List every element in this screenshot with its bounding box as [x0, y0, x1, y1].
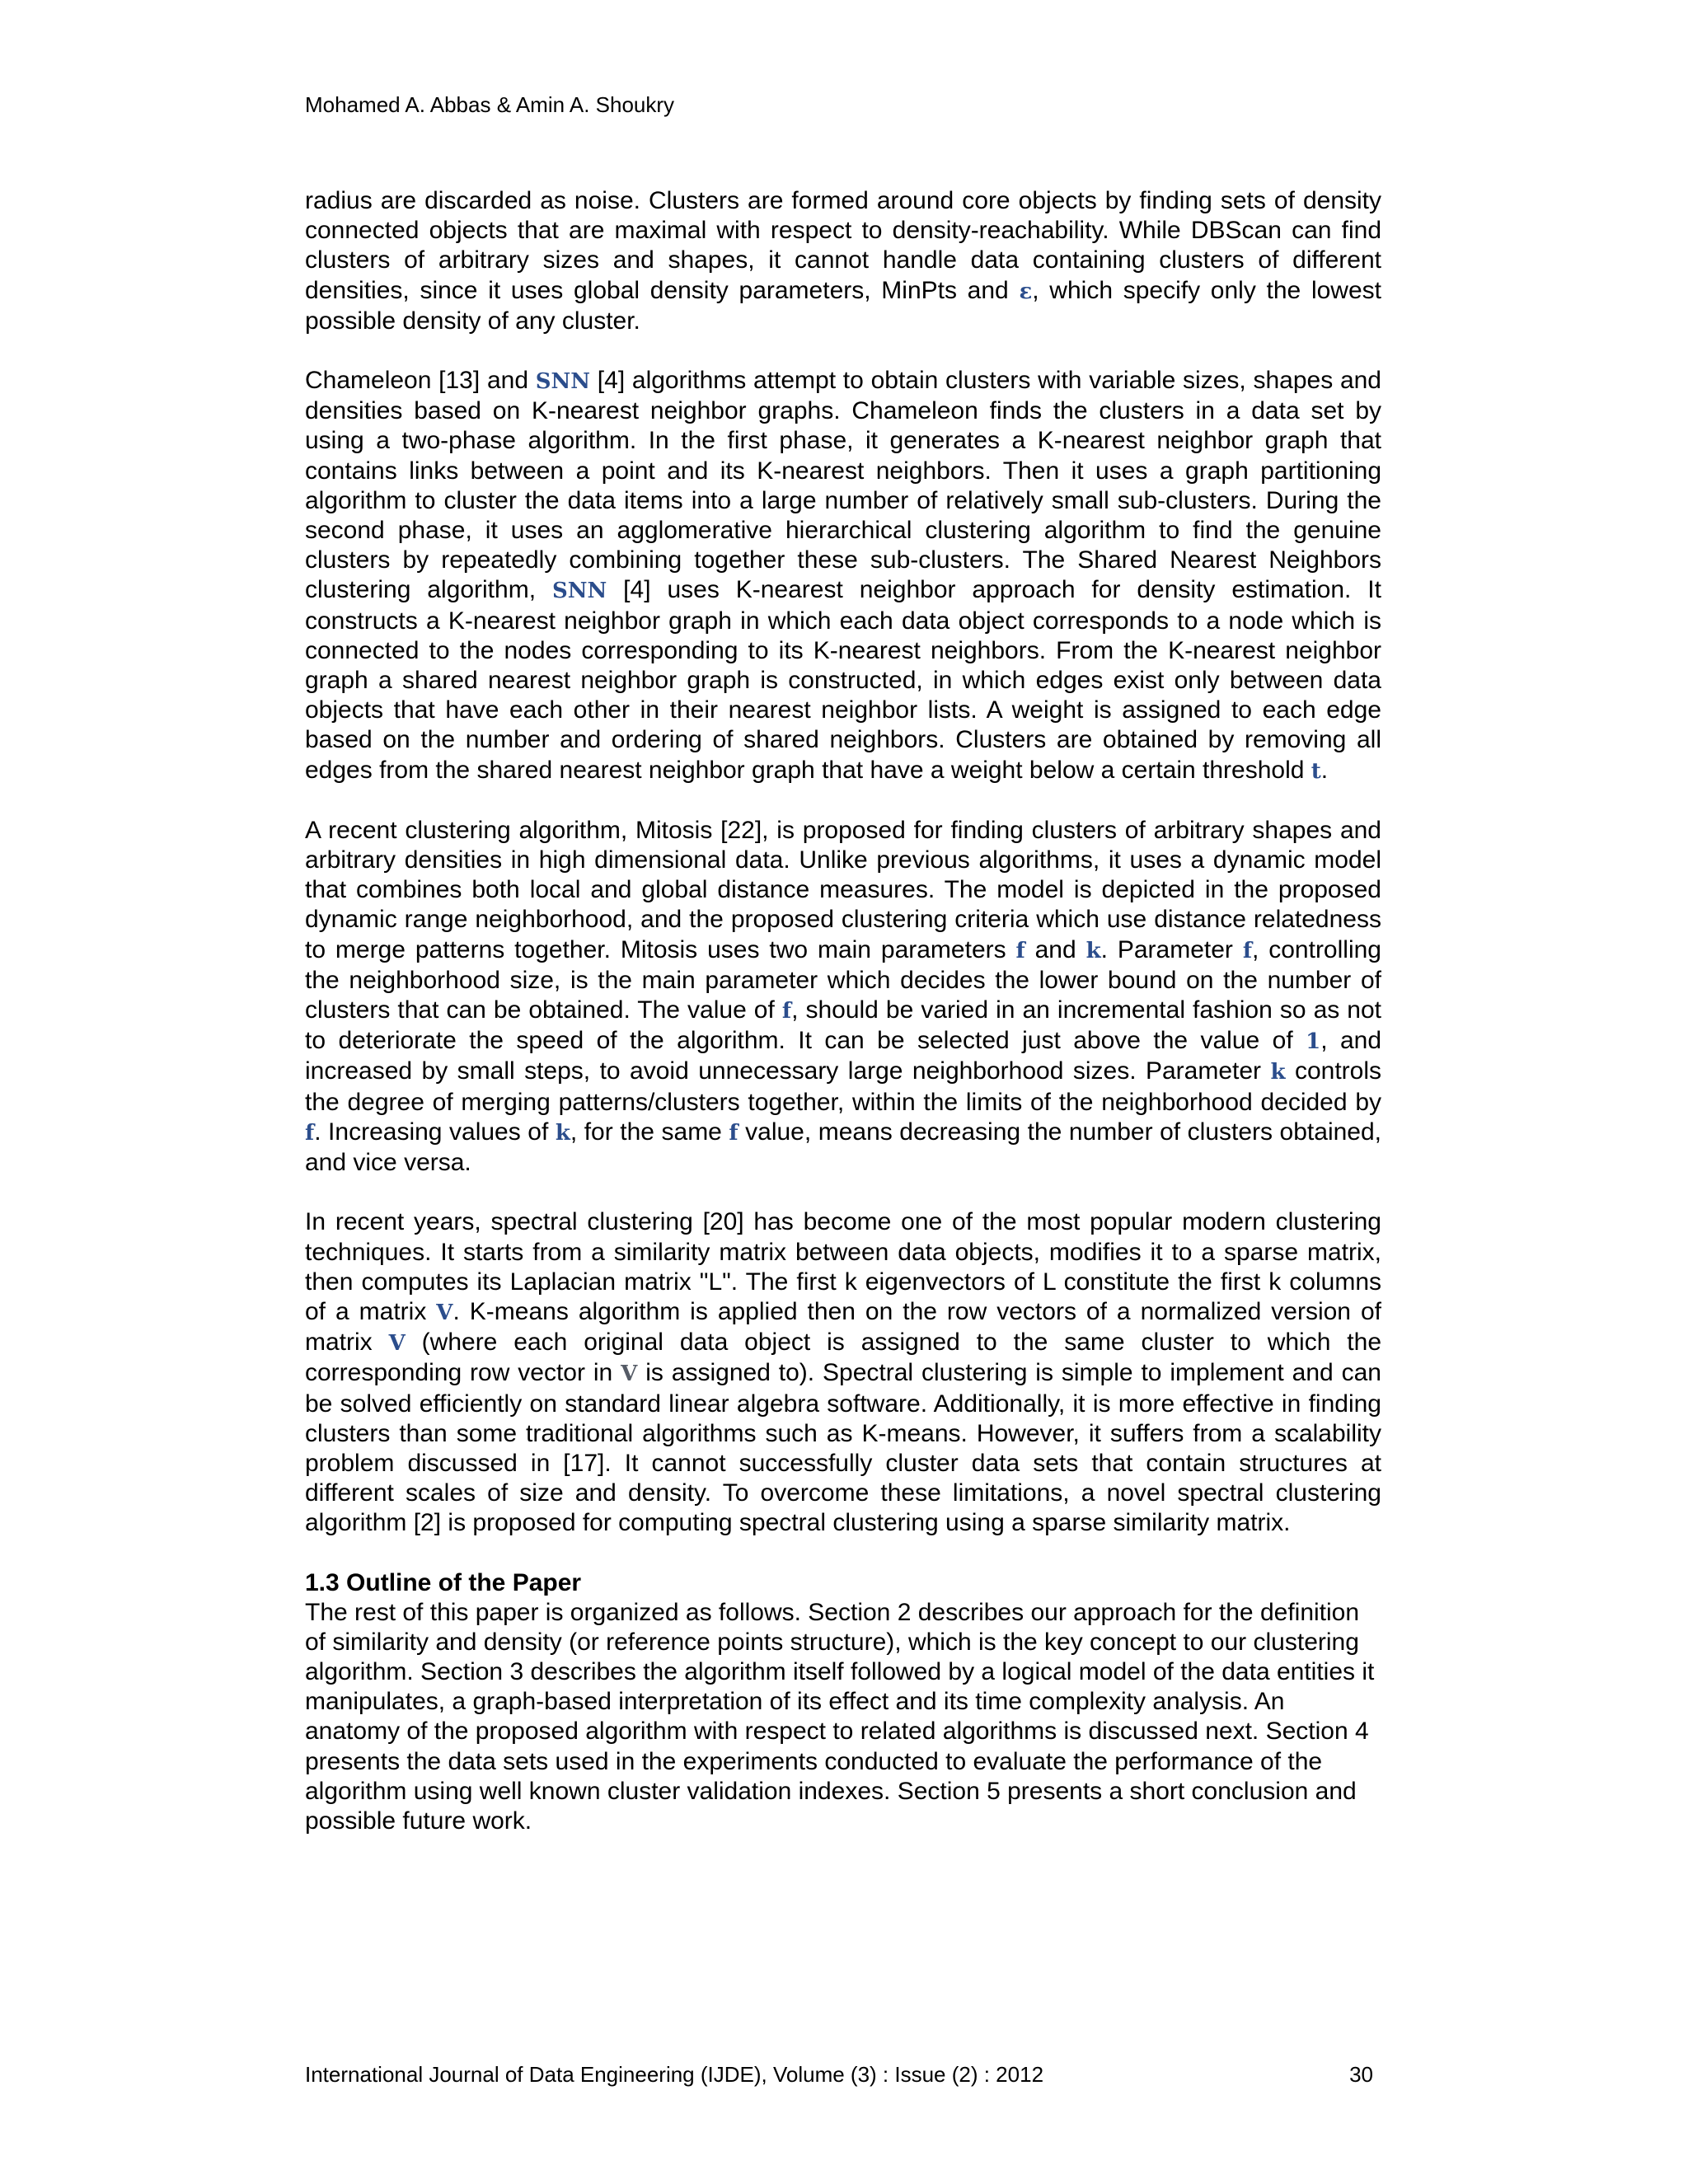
text-run: controls the degree of merging patterns/clusters together, within the limits of the neighborhood decided by: [305, 1057, 1381, 1116]
paragraph-spectral-clustering: [305, 1207, 1381, 1538]
text-run: , should be varied in an incremental fashion so as not to deteriorate the speed of the algorithm. It can be selected just above the value of: [305, 996, 1382, 1055]
snn-symbol: SNN: [551, 579, 607, 604]
text-run: radius are discarded as noise. Clusters are formed around core objects by finding sets of density connected objects that are maximal with respect to density-reachability. While DBScan can find clusters of arbitrary sizes and shapes, it cannot handle data containing clusters of different densities, since it uses global density parameters, MinPts and: [305, 187, 1381, 304]
text-run: A recent clustering algorithm, Mitosis [22], is proposed for finding clusters of arbitrary shapes and arbitrary densities in high dimensional data. Unlike previous algorithms, it uses a dynamic model that combines both local and global distance measures. The model is depicted in the proposed dynamic range neighborhood, and the proposed clustering criteria which use distance relatedness to merge patterns together. Mitosis uses two main parameters: [305, 816, 1381, 963]
text-run: is assigned to). Spectral clustering is simple to implement and can be solved efficiently on standard linear algebra software. Additionally, it is more effective in finding clusters than some traditional algorithms such as K-means. However, it suffers from a scalability problem discussed in [17]. It cannot successfully cluster data sets that contain structures at different scales of size and density. To overcome these limitations, a novel spectral clustering algorithm [2] is proposed for computing spectral clustering using a sparse similarity matrix.: [305, 1359, 1381, 1537]
footer-journal-citation: International Journal of Data Engineering (IJDE), Volume (3) : Issue (2) : 2012: [305, 2062, 1044, 2087]
section-heading: 1.3 Outline of the Paper: [305, 1568, 582, 1596]
parameter-k-symbol: k: [1270, 1060, 1286, 1085]
value-one-symbol: 1: [1306, 1029, 1321, 1055]
matrix-v-symbol: V: [388, 1331, 406, 1357]
text-run: [4] algorithms attempt to obtain clusters with variable sizes, shapes and densities based on K-nearest neighbor graphs. Chameleon finds the clusters in a data set by using a two-phase algorithm. In the first phase, it generates a K-nearest neighbor graph that contains links between a point and its K-nearest neighbors. Then it uses a graph partitioning algorithm to cluster the data items into a large number of relatively small sub-clusters. During the second phase, it uses an agglomerative hierarchical clustering algorithm to find the genuine clusters by repeatedly combining together these sub-clusters. The Shared Nearest Neighbors clustering algorithm,: [305, 367, 1381, 604]
text-run: Chameleon [13] and: [305, 367, 536, 395]
text-run: In recent years, spectral clustering [20] has become one of the most popular modern clustering techniques. It starts from a similarity matrix between data objects, modifies it to a sparse matrix, then computes its Laplacian matrix "L". The first k eigenvectors of L constitute the first k columns of a matrix: [305, 1208, 1381, 1325]
text-run: , controlling the neighborhood size, is the main parameter which decides the lower bound on the number of clusters that can be obtained. The value of: [305, 935, 1381, 1024]
matrix-v-symbol: V: [621, 1361, 638, 1387]
text-run: [4] uses K-nearest neighbor approach for density estimation. It constructs a K-nearest neighbor graph in which each data object corresponds to a node which is connected to the nodes corresponding to its K-nearest neighbors. From the K-nearest neighbor graph a shared nearest neighbor graph is constructed, in which edges exist only between data objects that have each other in their nearest neighbor lists. A weight is assigned to each edge based on the number and ordering of shared neighbors. Clusters are obtained by removing all edges from the shared nearest neighbor graph that have a weight below a certain threshold: [305, 576, 1381, 784]
paragraph-outline: The rest of this paper is organized as follows. Section 2 describes our approach for the definition of similarity and density (or reference points structure), which is the key concept to our clustering algorithm. Section 3 describes the algorithm itself followed by a logical model of the data entities it manipulates, a graph-based interpretation of its effect and its time complexity analysis. An anatomy of the proposed algorithm with respect to related algorithms is discussed next. Section 4 presents the data sets used in the experiments conducted to evaluate the performance of the algorithm using well known cluster validation indexes. Section 5 presents a short conclusion and possible future work.: [305, 1598, 1375, 1835]
text-run: value, means decreasing the number of clusters obtained, and vice versa.: [305, 1118, 1381, 1177]
text-run: .: [1320, 756, 1329, 784]
text-run: and: [1025, 935, 1086, 963]
parameter-f-symbol: f: [781, 999, 792, 1024]
body-text: [305, 186, 1381, 1836]
paragraph-chameleon-snn: [305, 366, 1381, 786]
text-run: . Parameter: [1100, 935, 1243, 963]
running-header-authors: Mohamed A. Abbas & Amin A. Shoukry: [305, 92, 675, 117]
parameter-k-symbol: k: [555, 1120, 570, 1146]
parameter-f-symbol: f: [729, 1120, 738, 1146]
snn-symbol: SNN: [535, 369, 591, 395]
epsilon-symbol: ε: [1019, 279, 1033, 304]
text-run: . Increasing values of: [314, 1118, 556, 1146]
matrix-v-symbol: V: [436, 1300, 453, 1325]
text-run: , for the same: [570, 1118, 729, 1146]
text-run: (where each original data object is assigned to the same cluster to which the corresponding row vector in: [305, 1329, 1381, 1387]
page-number: 30: [1349, 2062, 1373, 2087]
parameter-k-symbol: k: [1085, 938, 1101, 963]
paragraph-dbscan: [305, 186, 1381, 336]
parameter-f-symbol: f: [305, 1120, 315, 1146]
text-run: , which specify only the lowest possible density of any cluster.: [305, 276, 1381, 335]
text-run: , and increased by small steps, to avoid unnecessary large neighborhood sizes. Parameter: [305, 1027, 1381, 1085]
paragraph-mitosis: [305, 816, 1381, 1178]
parameter-f-symbol: f: [1015, 938, 1025, 963]
text-run: . K-means algorithm is applied then on the row vectors of a normalized version of matrix: [305, 1297, 1381, 1357]
parameter-f-symbol: f: [1242, 938, 1252, 963]
threshold-t-symbol: t: [1311, 758, 1321, 784]
